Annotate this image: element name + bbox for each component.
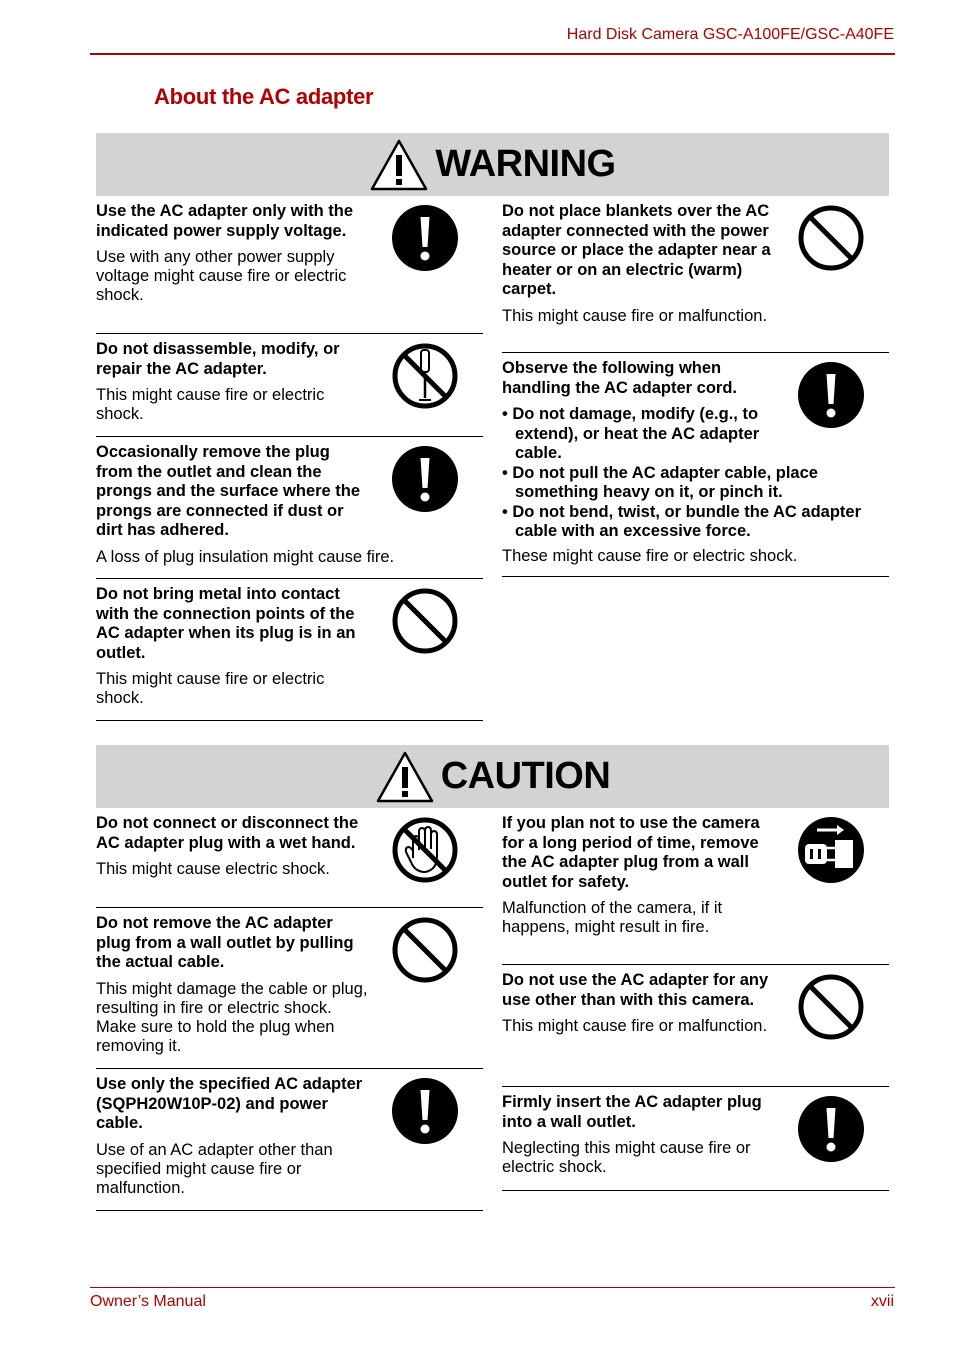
unplug-icon — [797, 816, 865, 884]
caution-item — [96, 1069, 483, 1211]
list-item: • Do not bend, twist, or bundle the AC adapter cable with an excessive force. — [502, 502, 861, 540]
warning-item-text: This might cause fire or electric shock. — [96, 670, 325, 707]
no-wet-hands-icon — [391, 816, 459, 884]
prohibition-icon — [391, 587, 459, 655]
warning-label: WARNING — [435, 143, 616, 185]
caution-item-heading: Do not use the AC adapter for any use other than with this camera. — [502, 971, 769, 1009]
warning-item-text: Use with any other power supply voltage might cause fire or electric shock. — [96, 248, 347, 304]
list-item: • Do not damage, modify (e.g., to extend), or heat the AC adapter cable. — [502, 405, 760, 462]
prohibition-icon — [391, 916, 459, 984]
caution-left-column — [96, 808, 483, 1211]
header-title: Hard Disk Camera GSC-A100FE/GSC-A40FE — [566, 26, 894, 43]
caution-item — [502, 1087, 889, 1191]
warning-banner — [96, 133, 889, 196]
caution-item — [96, 908, 483, 1069]
footer-rule — [90, 1287, 895, 1288]
caution-item-text: This might cause fire or malfunction. — [502, 1017, 768, 1035]
caution-item-heading: Do not remove the AC adapter plug from a wall outlet by pulling the actual cable. — [96, 914, 354, 971]
caution-item — [96, 808, 483, 908]
warning-left-column — [96, 196, 483, 721]
warning-item-heading: Do not place blankets over the AC adapter connected with the power source or place the adapter near a heater or on an electric (warm) carpet. — [502, 202, 771, 298]
warning-item — [502, 196, 889, 353]
caution-label: CAUTION — [440, 755, 611, 797]
mandatory-action-icon — [391, 1077, 459, 1145]
warning-item — [96, 437, 483, 579]
warning-item — [96, 334, 483, 437]
caution-item-heading: If you plan not to use the camera for a long period of time, remove the AC adapter plug from a wall outlet for safety. — [502, 814, 760, 891]
warning-item-heading: Use the AC adapter only with the indicated power supply voltage. — [96, 202, 354, 240]
warning-item-heading: Observe the following when handling the AC adapter cord. — [502, 359, 737, 397]
no-disassembly-icon — [391, 342, 459, 410]
warning-item-heading: Do not disassemble, modify, or repair the AC adapter. — [96, 340, 340, 378]
warning-triangle-icon — [375, 750, 435, 804]
prohibition-icon — [797, 973, 865, 1041]
section-title: About the AC adapter — [154, 84, 374, 109]
mandatory-action-icon — [797, 361, 865, 429]
warning-item-text: This might cause fire or malfunction. — [502, 306, 768, 325]
warning-item-heading: Do not bring metal into contact with the connection points of the AC adapter when its plug is in an outlet. — [96, 585, 356, 662]
caution-item-heading: Do not connect or disconnect the AC adapter plug with a wet hand. — [96, 814, 359, 852]
caution-item-text: This might damage the cable or plug, resulting in fire or electric shock. Make sure to hold the plug when removing it. — [96, 979, 368, 1055]
caution-right-column — [502, 808, 889, 1191]
warning-item — [96, 196, 483, 334]
caution-item — [502, 965, 889, 1087]
warning-triangle-icon — [369, 138, 429, 192]
caution-item-heading: Use only the specified AC adapter (SQPH20W10P-02) and power cable. — [96, 1075, 363, 1132]
list-item: • Do not pull the AC adapter cable, place something heavy on it, or pinch it. — [502, 463, 818, 501]
warning-item — [96, 579, 483, 721]
warning-item-text: This might cause fire or electric shock. — [96, 386, 325, 423]
warning-right-column — [502, 196, 889, 577]
prohibition-icon — [797, 204, 865, 272]
header-rule — [90, 53, 895, 55]
mandatory-action-icon — [797, 1095, 865, 1163]
caution-item — [502, 808, 889, 965]
caution-item-text: Neglecting this might cause fire or electric shock. — [502, 1139, 751, 1176]
warning-item — [502, 353, 889, 577]
caution-banner — [96, 745, 889, 808]
caution-item-text: Use of an AC adapter other than specified might cause fire or malfunction. — [96, 1140, 333, 1197]
caution-item-text: Malfunction of the camera, if it happens, might result in fire. — [502, 899, 723, 936]
warning-item-text: These might cause fire or electric shock. — [502, 546, 798, 565]
caution-item-heading: Firmly insert the AC adapter plug into a wall outlet. — [502, 1093, 762, 1131]
mandatory-action-icon — [391, 204, 459, 272]
footer-manual-title: Owner’s Manual — [90, 1293, 206, 1310]
warning-item-heading: Occasionally remove the plug from the outlet and clean the prongs and the surface where the prongs are connected if dust or dirt has adhered. — [96, 443, 361, 539]
mandatory-action-icon — [391, 445, 459, 513]
caution-item-text: This might cause electric shock. — [96, 860, 330, 878]
page-number: xvii — [870, 1293, 894, 1310]
warning-item-text: A loss of plug insulation might cause fire. — [96, 547, 395, 566]
